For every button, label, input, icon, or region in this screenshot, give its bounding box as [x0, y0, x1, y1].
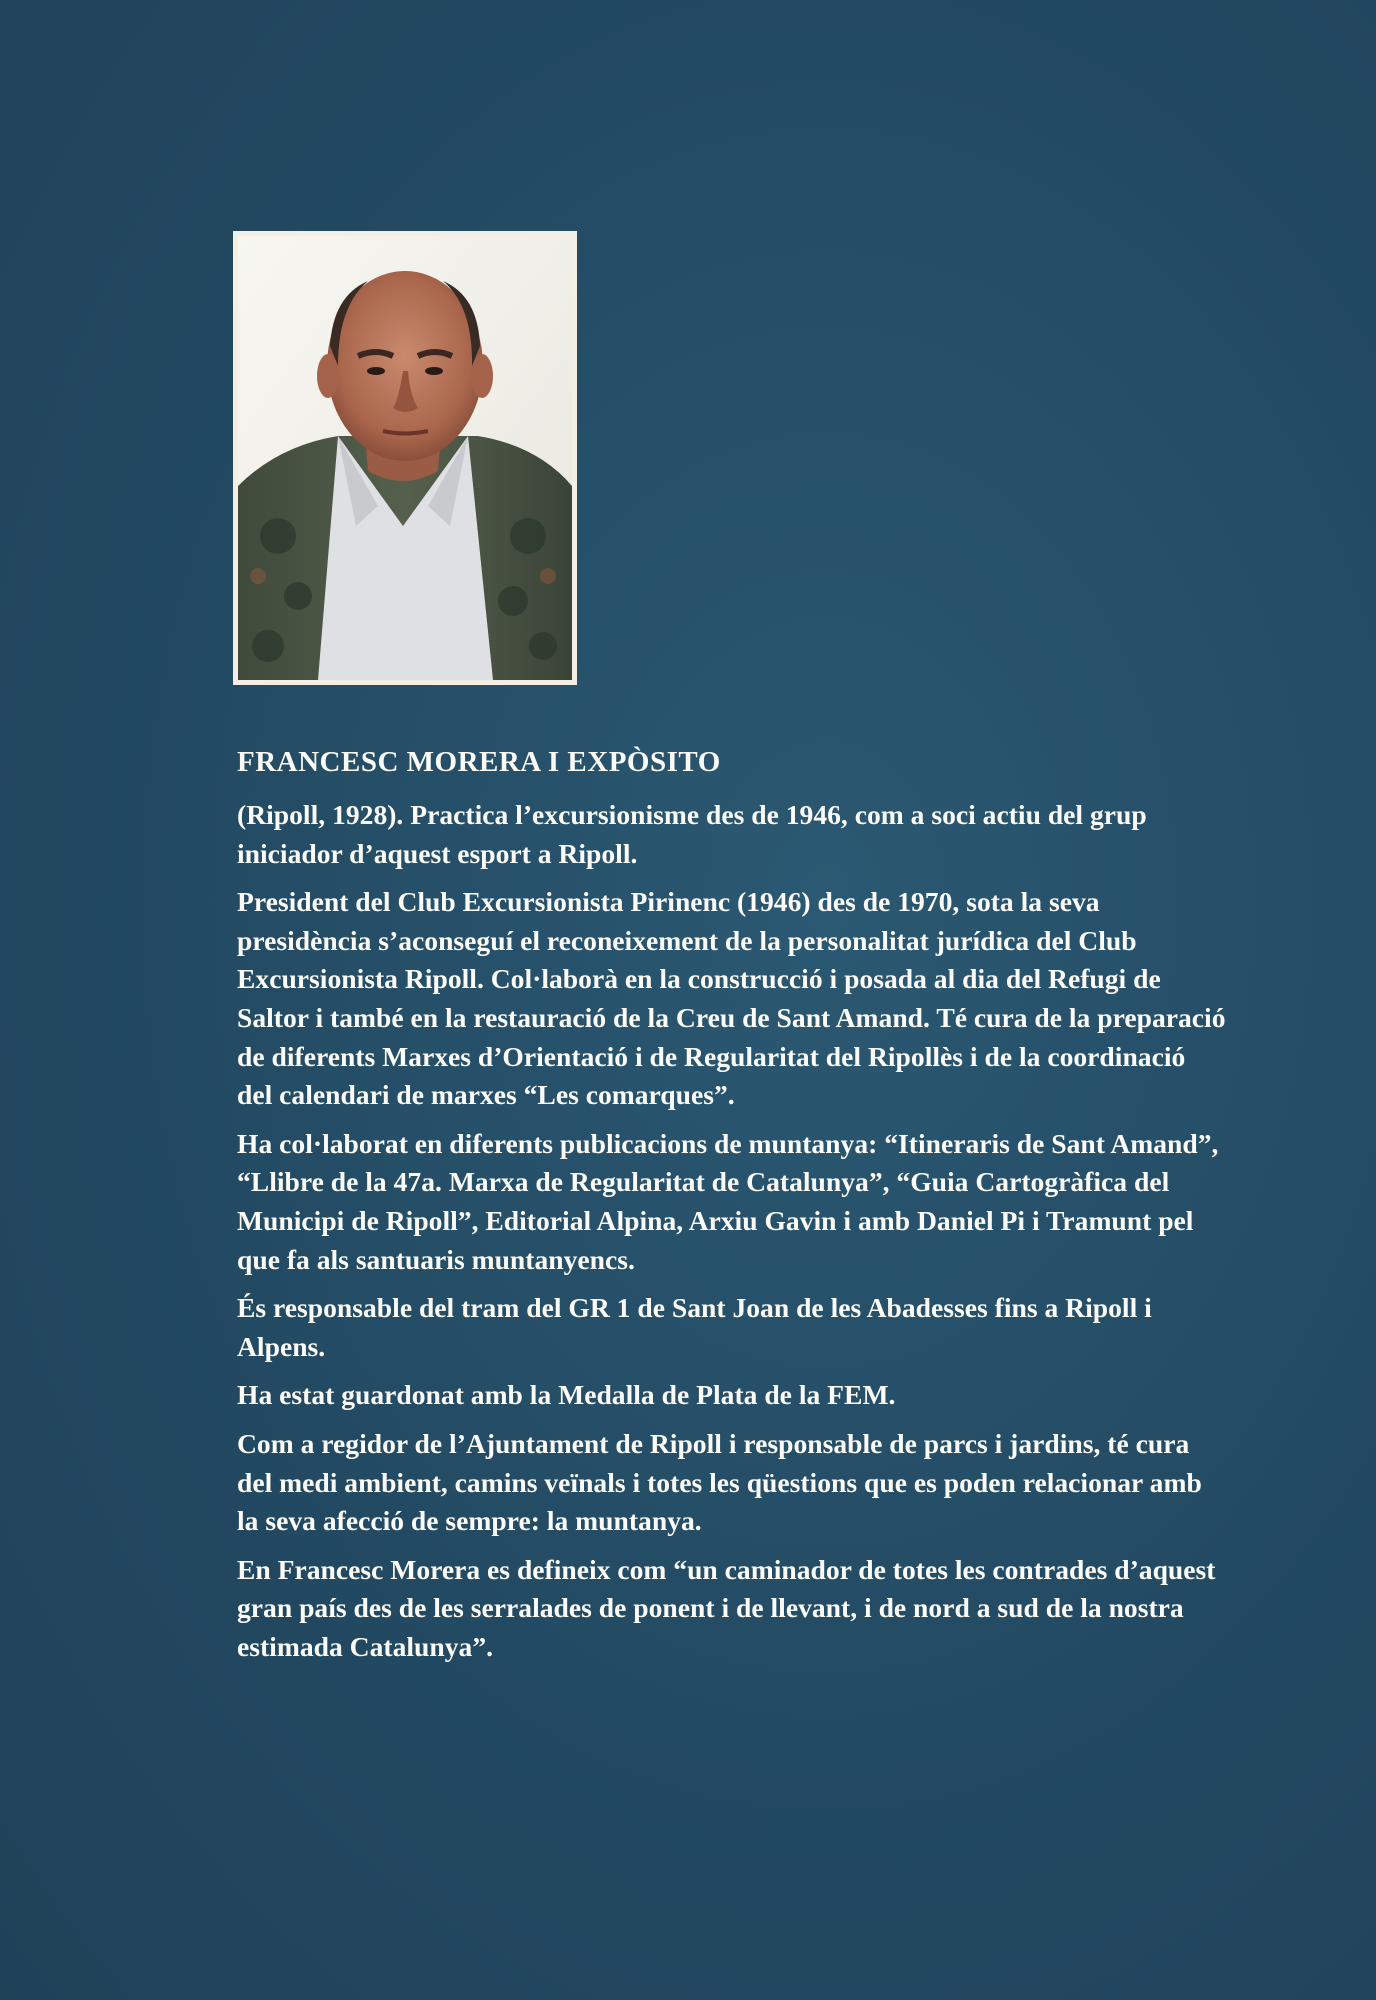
- bio-paragraph: És responsable del tram del GR 1 de Sant Joan de les Abadesses fins a Ripoll i Alpens.: [237, 1292, 1152, 1362]
- author-bio: [237, 745, 1227, 1676]
- bio-paragraph: Ha col·laborat en diferents publicacions de muntanya: “Itineraris de Sant Amand”, “Llibre de la 47a. Marxa de Regularitat de Catalunya”, “Guia Cartogràfica del Municipi de Ripoll”, Editorial Alpina, Arxiu Gavin i amb Daniel Pi i Tramunt pel que fa als santuaris muntanyencs.: [237, 1127, 1219, 1275]
- bio-paragraph: Ha estat guardonat amb la Medalla de Plata de la FEM.: [237, 1379, 896, 1411]
- bio-paragraph: President del Club Excursionista Pirinenc (1946) des de 1970, sota la seva presidència s’aconseguí el reconeixement de la personalitat jurídica del Club Excursionista Ripoll. Col·laborà en la construcció i posada al dia del Refugi de Saltor i també en la restauració de la Creu de Sant Amand. Té cura de la preparació de diferents Marxes d’Orientació i de Regularitat del Ripollès i de la coordinació del calendari de marxes “Les comarques”.: [237, 886, 1226, 1111]
- portrait-frame: [233, 231, 577, 685]
- portrait-photo: [238, 236, 572, 680]
- bio-paragraph: En Francesc Morera es defineix com “un caminador de totes les contrades d’aquest gran país des de les serralades de ponent i de llevant, i de nord a sud de la nostra estimada Catalunya”.: [237, 1553, 1216, 1662]
- bio-paragraph: (Ripoll, 1928). Practica l’excursionisme des de 1946, com a soci actiu del grup iniciador d’aquest esport a Ripoll.: [237, 799, 1147, 869]
- bio-paragraph: Com a regidor de l’Ajuntament de Ripoll i responsable de parcs i jardins, té cura del medi ambient, camins veïnals i totes les qüestions que es poden relacionar amb la seva afecció de sempre: la muntanya.: [237, 1427, 1202, 1537]
- author-name: FRANCESC MORERA I EXPÒSITO: [237, 746, 721, 778]
